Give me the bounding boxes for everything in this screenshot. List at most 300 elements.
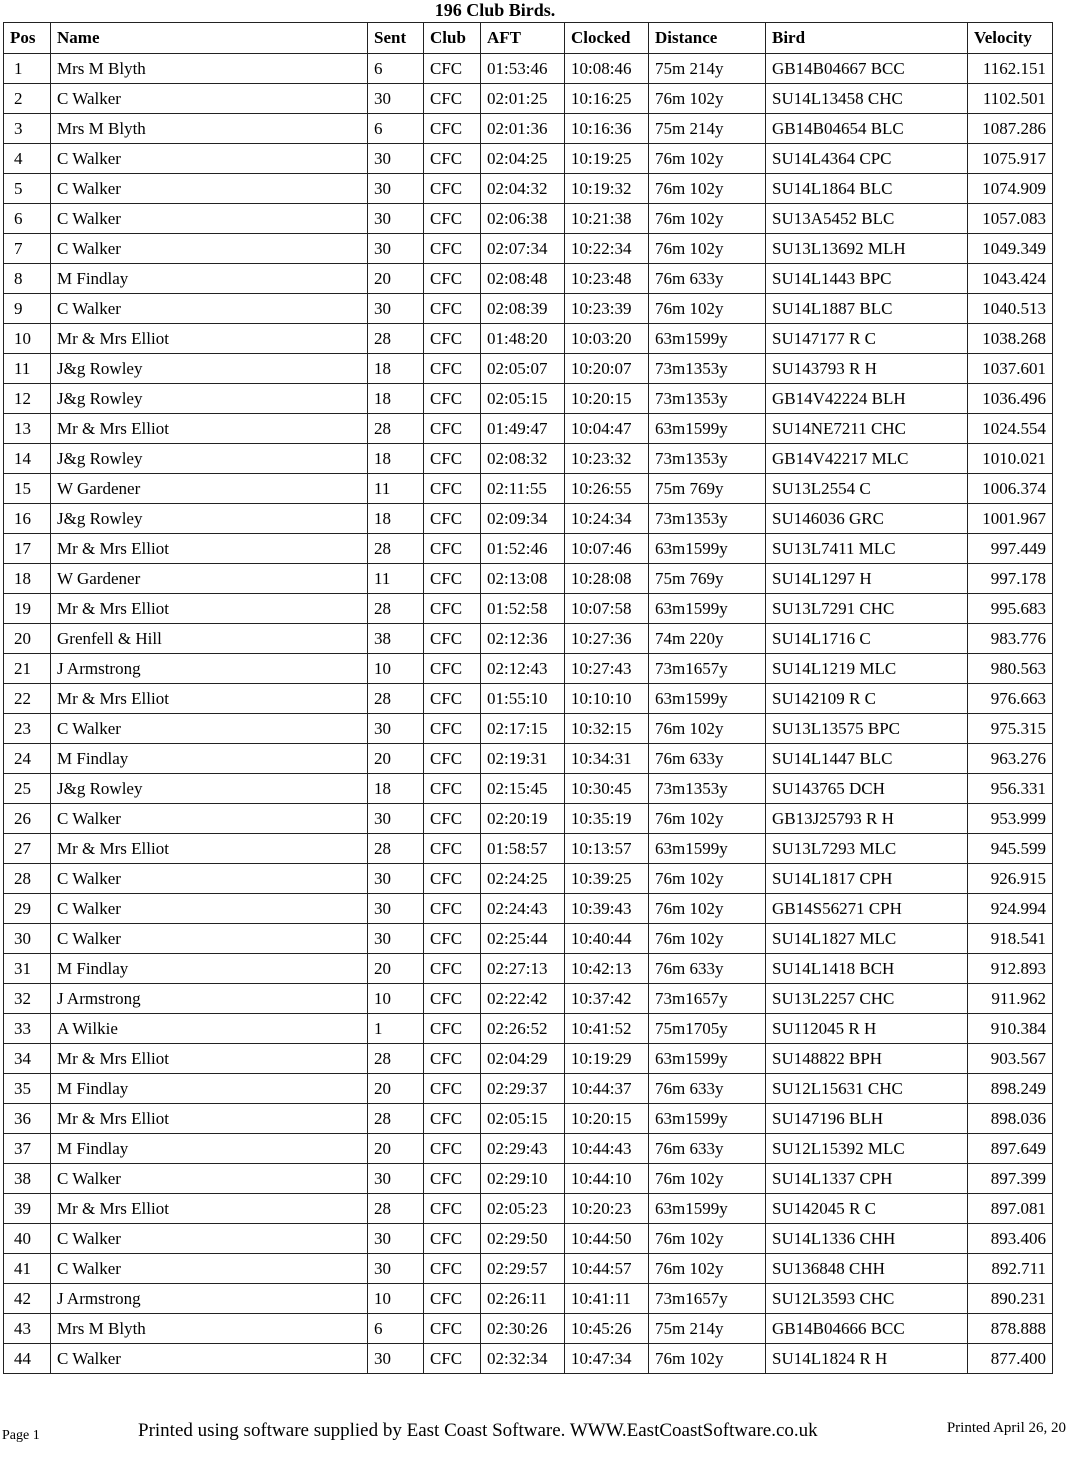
cell-pos: 43 (4, 1314, 51, 1344)
cell-aft: 02:08:48 (481, 264, 565, 294)
cell-distance: 73m1657y (649, 654, 766, 684)
cell-aft: 02:29:10 (481, 1164, 565, 1194)
table-row (4, 54, 1053, 84)
cell-club: CFC (424, 414, 481, 444)
cell-clocked: 10:39:43 (565, 894, 649, 924)
cell-name: W Gardener (51, 474, 368, 504)
cell-distance: 75m 769y (649, 474, 766, 504)
cell-name: J Armstrong (51, 1284, 368, 1314)
cell-club: CFC (424, 264, 481, 294)
cell-velocity: 903.567 (968, 1044, 1053, 1074)
cell-sent: 30 (368, 234, 424, 264)
cell-name: Mr & Mrs Elliot (51, 324, 368, 354)
cell-bird: SU146036 GRC (766, 504, 968, 534)
cell-clocked: 10:45:26 (565, 1314, 649, 1344)
cell-pos: 19 (4, 594, 51, 624)
cell-sent: 28 (368, 594, 424, 624)
cell-sent: 28 (368, 534, 424, 564)
cell-club: CFC (424, 834, 481, 864)
column-header-club: Club (424, 23, 481, 54)
cell-sent: 30 (368, 1344, 424, 1374)
printed-date: Printed April 26, 20 (946, 1420, 1066, 1436)
cell-pos: 33 (4, 1014, 51, 1044)
cell-name: C Walker (51, 1344, 368, 1374)
cell-bird: SU14L1887 BLC (766, 294, 968, 324)
cell-distance: 76m 102y (649, 714, 766, 744)
cell-bird: SU14L1817 CPH (766, 864, 968, 894)
page-footer (0, 1420, 1068, 1450)
cell-aft: 01:52:58 (481, 594, 565, 624)
table-row (4, 954, 1053, 984)
cell-clocked: 10:19:29 (565, 1044, 649, 1074)
cell-distance: 73m1353y (649, 354, 766, 384)
cell-pos: 8 (4, 264, 51, 294)
cell-sent: 30 (368, 864, 424, 894)
cell-clocked: 10:34:31 (565, 744, 649, 774)
cell-distance: 76m 102y (649, 1164, 766, 1194)
cell-velocity: 945.599 (968, 834, 1053, 864)
cell-velocity: 1043.424 (968, 264, 1053, 294)
cell-name: C Walker (51, 1254, 368, 1284)
cell-distance: 63m1599y (649, 1104, 766, 1134)
cell-name: J&g Rowley (51, 774, 368, 804)
cell-name: Mr & Mrs Elliot (51, 414, 368, 444)
cell-distance: 75m 769y (649, 564, 766, 594)
table-row (4, 744, 1053, 774)
cell-pos: 14 (4, 444, 51, 474)
cell-clocked: 10:20:15 (565, 384, 649, 414)
cell-aft: 02:29:43 (481, 1134, 565, 1164)
cell-velocity: 897.081 (968, 1194, 1053, 1224)
cell-clocked: 10:42:13 (565, 954, 649, 984)
cell-name: J&g Rowley (51, 354, 368, 384)
cell-bird: SU143765 DCH (766, 774, 968, 804)
cell-club: CFC (424, 1044, 481, 1074)
cell-aft: 02:12:43 (481, 654, 565, 684)
cell-bird: SU14L1418 BCH (766, 954, 968, 984)
table-row (4, 444, 1053, 474)
cell-pos: 44 (4, 1344, 51, 1374)
cell-bird: SU14L1716 C (766, 624, 968, 654)
cell-sent: 30 (368, 174, 424, 204)
cell-aft: 02:19:31 (481, 744, 565, 774)
cell-club: CFC (424, 234, 481, 264)
cell-sent: 28 (368, 414, 424, 444)
cell-velocity: 983.776 (968, 624, 1053, 654)
cell-aft: 02:11:55 (481, 474, 565, 504)
cell-sent: 6 (368, 114, 424, 144)
cell-sent: 11 (368, 564, 424, 594)
table-row (4, 654, 1053, 684)
cell-clocked: 10:20:15 (565, 1104, 649, 1134)
cell-aft: 02:22:42 (481, 984, 565, 1014)
cell-name: Mrs M Blyth (51, 54, 368, 84)
cell-bird: SU12L15631 CHC (766, 1074, 968, 1104)
cell-distance: 76m 102y (649, 1344, 766, 1374)
cell-name: C Walker (51, 84, 368, 114)
cell-club: CFC (424, 294, 481, 324)
cell-pos: 17 (4, 534, 51, 564)
cell-bird: SU148822 BPH (766, 1044, 968, 1074)
table-row (4, 864, 1053, 894)
cell-clocked: 10:23:48 (565, 264, 649, 294)
cell-velocity: 911.962 (968, 984, 1053, 1014)
results-body (4, 54, 1053, 1374)
cell-bird: GB14B04666 BCC (766, 1314, 968, 1344)
cell-club: CFC (424, 1104, 481, 1134)
cell-bird: SU13L13575 BPC (766, 714, 968, 744)
cell-aft: 02:05:15 (481, 1104, 565, 1134)
cell-distance: 63m1599y (649, 684, 766, 714)
cell-bird: SU143793 R H (766, 354, 968, 384)
cell-distance: 76m 102y (649, 84, 766, 114)
cell-distance: 76m 102y (649, 894, 766, 924)
cell-sent: 28 (368, 1044, 424, 1074)
table-row (4, 534, 1053, 564)
cell-velocity: 1057.083 (968, 204, 1053, 234)
cell-name: C Walker (51, 204, 368, 234)
cell-pos: 38 (4, 1164, 51, 1194)
cell-bird: SU136848 CHH (766, 1254, 968, 1284)
cell-name: A Wilkie (51, 1014, 368, 1044)
cell-club: CFC (424, 144, 481, 174)
cell-name: C Walker (51, 924, 368, 954)
cell-club: CFC (424, 1314, 481, 1344)
cell-bird: SU14L4364 CPC (766, 144, 968, 174)
cell-club: CFC (424, 924, 481, 954)
cell-aft: 02:17:15 (481, 714, 565, 744)
cell-sent: 20 (368, 954, 424, 984)
cell-clocked: 10:28:08 (565, 564, 649, 594)
cell-sent: 18 (368, 774, 424, 804)
cell-velocity: 1162.151 (968, 54, 1053, 84)
cell-bird: SU13L7411 MLC (766, 534, 968, 564)
cell-sent: 30 (368, 1224, 424, 1254)
cell-pos: 1 (4, 54, 51, 84)
cell-distance: 73m1353y (649, 774, 766, 804)
cell-clocked: 10:41:11 (565, 1284, 649, 1314)
cell-club: CFC (424, 84, 481, 114)
cell-distance: 76m 102y (649, 204, 766, 234)
cell-velocity: 918.541 (968, 924, 1053, 954)
cell-club: CFC (424, 624, 481, 654)
cell-club: CFC (424, 384, 481, 414)
cell-velocity: 1102.501 (968, 84, 1053, 114)
cell-club: CFC (424, 54, 481, 84)
cell-distance: 63m1599y (649, 324, 766, 354)
table-row (4, 624, 1053, 654)
cell-pos: 6 (4, 204, 51, 234)
table-row (4, 1314, 1053, 1344)
cell-club: CFC (424, 354, 481, 384)
table-row (4, 984, 1053, 1014)
cell-aft: 02:01:36 (481, 114, 565, 144)
cell-club: CFC (424, 1284, 481, 1314)
cell-bird: SU12L15392 MLC (766, 1134, 968, 1164)
cell-distance: 76m 102y (649, 144, 766, 174)
table-row (4, 1014, 1053, 1044)
cell-name: Mr & Mrs Elliot (51, 834, 368, 864)
cell-pos: 18 (4, 564, 51, 594)
cell-pos: 42 (4, 1284, 51, 1314)
cell-clocked: 10:40:44 (565, 924, 649, 954)
cell-name: C Walker (51, 864, 368, 894)
cell-aft: 02:24:25 (481, 864, 565, 894)
cell-clocked: 10:08:46 (565, 54, 649, 84)
cell-sent: 30 (368, 84, 424, 114)
results-table (3, 22, 1053, 1374)
cell-clocked: 10:20:23 (565, 1194, 649, 1224)
cell-pos: 31 (4, 954, 51, 984)
cell-velocity: 953.999 (968, 804, 1053, 834)
cell-bird: SU14L1297 H (766, 564, 968, 594)
cell-velocity: 924.994 (968, 894, 1053, 924)
cell-bird: GB14V42217 MLC (766, 444, 968, 474)
cell-sent: 20 (368, 264, 424, 294)
cell-distance: 73m1657y (649, 984, 766, 1014)
cell-name: Mr & Mrs Elliot (51, 534, 368, 564)
cell-clocked: 10:44:37 (565, 1074, 649, 1104)
cell-name: M Findlay (51, 1074, 368, 1104)
cell-velocity: 1074.909 (968, 174, 1053, 204)
cell-distance: 76m 102y (649, 174, 766, 204)
cell-sent: 38 (368, 624, 424, 654)
column-header-clocked: Clocked (565, 23, 649, 54)
cell-clocked: 10:24:34 (565, 504, 649, 534)
cell-club: CFC (424, 1014, 481, 1044)
cell-pos: 35 (4, 1074, 51, 1104)
cell-club: CFC (424, 204, 481, 234)
table-row (4, 324, 1053, 354)
cell-name: C Walker (51, 894, 368, 924)
cell-aft: 01:55:10 (481, 684, 565, 714)
cell-sent: 28 (368, 1104, 424, 1134)
cell-pos: 25 (4, 774, 51, 804)
cell-bird: SU14L1337 CPH (766, 1164, 968, 1194)
cell-aft: 02:25:44 (481, 924, 565, 954)
cell-velocity: 1075.917 (968, 144, 1053, 174)
cell-club: CFC (424, 1194, 481, 1224)
cell-name: C Walker (51, 804, 368, 834)
cell-distance: 73m1657y (649, 1284, 766, 1314)
cell-velocity: 1087.286 (968, 114, 1053, 144)
cell-name: Grenfell & Hill (51, 624, 368, 654)
cell-name: C Walker (51, 1224, 368, 1254)
cell-pos: 15 (4, 474, 51, 504)
cell-aft: 01:48:20 (481, 324, 565, 354)
table-row (4, 504, 1053, 534)
cell-sent: 20 (368, 1134, 424, 1164)
cell-aft: 02:30:26 (481, 1314, 565, 1344)
cell-sent: 6 (368, 1314, 424, 1344)
cell-club: CFC (424, 984, 481, 1014)
cell-sent: 18 (368, 354, 424, 384)
cell-aft: 02:27:13 (481, 954, 565, 984)
cell-velocity: 1038.268 (968, 324, 1053, 354)
page-number: Page 1 (2, 1428, 40, 1443)
cell-aft: 02:20:19 (481, 804, 565, 834)
cell-clocked: 10:16:36 (565, 114, 649, 144)
cell-clocked: 10:23:32 (565, 444, 649, 474)
cell-aft: 02:07:34 (481, 234, 565, 264)
cell-distance: 76m 633y (649, 954, 766, 984)
cell-clocked: 10:03:20 (565, 324, 649, 354)
table-row (4, 264, 1053, 294)
cell-bird: SU147177 R C (766, 324, 968, 354)
cell-bird: SU13L7291 CHC (766, 594, 968, 624)
cell-clocked: 10:07:46 (565, 534, 649, 564)
cell-pos: 36 (4, 1104, 51, 1134)
table-row (4, 1104, 1053, 1134)
table-row (4, 144, 1053, 174)
cell-club: CFC (424, 324, 481, 354)
cell-velocity: 877.400 (968, 1344, 1053, 1374)
cell-pos: 5 (4, 174, 51, 204)
cell-name: M Findlay (51, 264, 368, 294)
cell-clocked: 10:22:34 (565, 234, 649, 264)
table-row (4, 1284, 1053, 1314)
table-row (4, 474, 1053, 504)
cell-distance: 76m 633y (649, 1074, 766, 1104)
cell-name: Mr & Mrs Elliot (51, 1194, 368, 1224)
cell-clocked: 10:32:15 (565, 714, 649, 744)
table-row (4, 354, 1053, 384)
cell-aft: 02:04:25 (481, 144, 565, 174)
cell-name: C Walker (51, 714, 368, 744)
cell-club: CFC (424, 1164, 481, 1194)
cell-velocity: 898.036 (968, 1104, 1053, 1134)
cell-aft: 02:29:50 (481, 1224, 565, 1254)
cell-velocity: 1036.496 (968, 384, 1053, 414)
table-row (4, 894, 1053, 924)
cell-sent: 30 (368, 294, 424, 324)
cell-clocked: 10:10:10 (565, 684, 649, 714)
table-row (4, 174, 1053, 204)
cell-name: M Findlay (51, 1134, 368, 1164)
cell-distance: 63m1599y (649, 594, 766, 624)
table-row (4, 204, 1053, 234)
cell-aft: 02:32:34 (481, 1344, 565, 1374)
cell-sent: 10 (368, 1284, 424, 1314)
cell-aft: 02:08:32 (481, 444, 565, 474)
cell-distance: 63m1599y (649, 1044, 766, 1074)
cell-club: CFC (424, 864, 481, 894)
cell-club: CFC (424, 714, 481, 744)
cell-aft: 02:05:07 (481, 354, 565, 384)
cell-clocked: 10:44:57 (565, 1254, 649, 1284)
cell-clocked: 10:16:25 (565, 84, 649, 114)
cell-bird: SU142109 R C (766, 684, 968, 714)
cell-distance: 76m 633y (649, 744, 766, 774)
cell-distance: 76m 102y (649, 234, 766, 264)
cell-clocked: 10:44:43 (565, 1134, 649, 1164)
cell-aft: 01:58:57 (481, 834, 565, 864)
cell-velocity: 898.249 (968, 1074, 1053, 1104)
cell-velocity: 897.649 (968, 1134, 1053, 1164)
table-row (4, 684, 1053, 714)
cell-bird: SU142045 R C (766, 1194, 968, 1224)
cell-aft: 02:13:08 (481, 564, 565, 594)
cell-aft: 01:53:46 (481, 54, 565, 84)
cell-velocity: 975.315 (968, 714, 1053, 744)
cell-sent: 10 (368, 984, 424, 1014)
column-header-pos: Pos (4, 23, 51, 54)
cell-distance: 75m1705y (649, 1014, 766, 1044)
table-row (4, 834, 1053, 864)
cell-pos: 30 (4, 924, 51, 954)
cell-sent: 30 (368, 714, 424, 744)
printed-by-note: Printed using software supplied by East Coast Software. WWW.EastCoastSoftware.co.uk (138, 1420, 818, 1441)
cell-club: CFC (424, 174, 481, 204)
cell-distance: 76m 102y (649, 804, 766, 834)
cell-velocity: 892.711 (968, 1254, 1053, 1284)
cell-bird: GB14B04667 BCC (766, 54, 968, 84)
cell-club: CFC (424, 474, 481, 504)
cell-velocity: 897.399 (968, 1164, 1053, 1194)
cell-bird: GB14B04654 BLC (766, 114, 968, 144)
table-row (4, 1074, 1053, 1104)
cell-bird: SU14NE7211 CHC (766, 414, 968, 444)
table-row (4, 804, 1053, 834)
cell-pos: 29 (4, 894, 51, 924)
cell-velocity: 995.683 (968, 594, 1053, 624)
cell-name: C Walker (51, 1164, 368, 1194)
cell-distance: 74m 220y (649, 624, 766, 654)
cell-velocity: 910.384 (968, 1014, 1053, 1044)
cell-clocked: 10:19:32 (565, 174, 649, 204)
cell-bird: SU13L7293 MLC (766, 834, 968, 864)
cell-sent: 18 (368, 504, 424, 534)
cell-velocity: 997.449 (968, 534, 1053, 564)
cell-clocked: 10:26:55 (565, 474, 649, 504)
cell-distance: 76m 102y (649, 294, 766, 324)
cell-pos: 22 (4, 684, 51, 714)
column-header-name: Name (51, 23, 368, 54)
cell-aft: 02:04:32 (481, 174, 565, 204)
cell-pos: 9 (4, 294, 51, 324)
cell-clocked: 10:41:52 (565, 1014, 649, 1044)
cell-club: CFC (424, 744, 481, 774)
cell-aft: 02:05:23 (481, 1194, 565, 1224)
cell-club: CFC (424, 1344, 481, 1374)
cell-club: CFC (424, 564, 481, 594)
cell-clocked: 10:21:38 (565, 204, 649, 234)
cell-clocked: 10:37:42 (565, 984, 649, 1014)
table-row (4, 1254, 1053, 1284)
table-row (4, 1164, 1053, 1194)
cell-pos: 23 (4, 714, 51, 744)
cell-pos: 13 (4, 414, 51, 444)
cell-bird: SU14L1447 BLC (766, 744, 968, 774)
table-row (4, 114, 1053, 144)
column-header-sent: Sent (368, 23, 424, 54)
cell-sent: 30 (368, 894, 424, 924)
cell-club: CFC (424, 534, 481, 564)
cell-pos: 37 (4, 1134, 51, 1164)
cell-distance: 73m1353y (649, 444, 766, 474)
cell-pos: 16 (4, 504, 51, 534)
cell-sent: 18 (368, 444, 424, 474)
cell-velocity: 1040.513 (968, 294, 1053, 324)
cell-distance: 76m 633y (649, 264, 766, 294)
cell-bird: SU13L13692 MLH (766, 234, 968, 264)
cell-club: CFC (424, 504, 481, 534)
cell-name: M Findlay (51, 954, 368, 984)
cell-pos: 12 (4, 384, 51, 414)
cell-club: CFC (424, 774, 481, 804)
cell-pos: 4 (4, 144, 51, 174)
cell-velocity: 1049.349 (968, 234, 1053, 264)
